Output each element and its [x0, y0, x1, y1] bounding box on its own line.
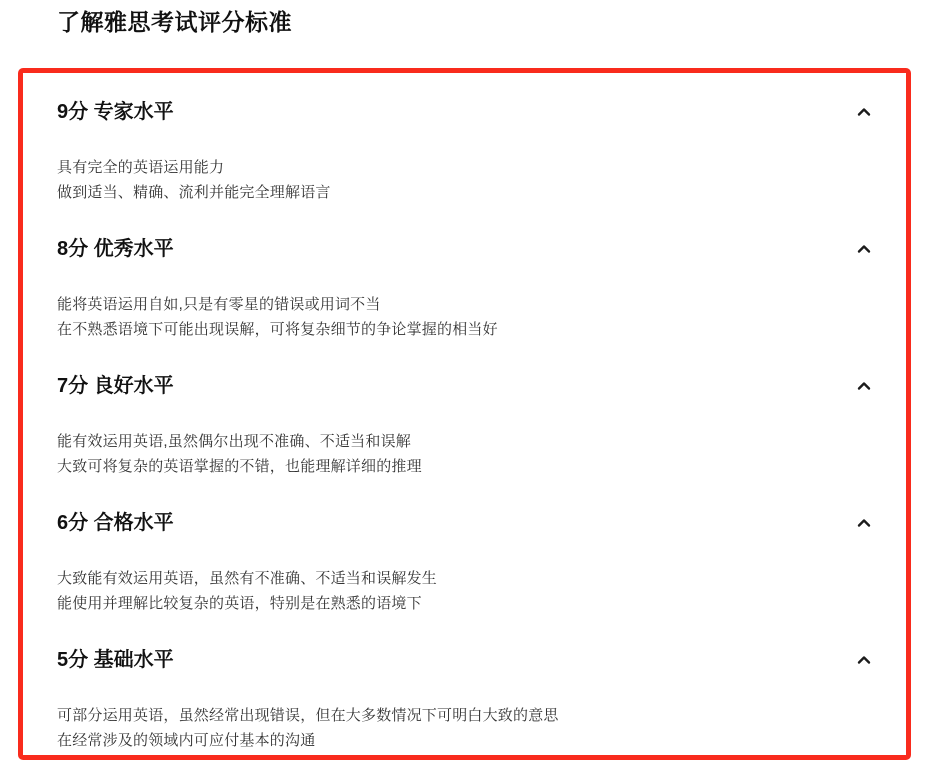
accordion-header-8[interactable] [57, 237, 872, 261]
section-description [57, 155, 872, 205]
section-description [57, 292, 872, 342]
section-title: 9分 专家水平 [57, 101, 174, 123]
chevron-up-icon[interactable] [856, 652, 872, 668]
accordion-section-7 [57, 374, 872, 479]
description-line: 做到适当、精确、流利并能完全理解语言 [57, 184, 331, 201]
accordion-section-8 [57, 237, 872, 342]
description-line: 大致能有效运用英语，虽然有不准确、不适当和误解发生 [57, 570, 438, 587]
chevron-up-icon[interactable] [856, 104, 872, 120]
section-title: 8分 优秀水平 [57, 238, 174, 260]
accordion-section-5 [57, 648, 872, 753]
section-title: 6分 合格水平 [57, 512, 174, 534]
section-description [57, 429, 872, 479]
accordion-header-6[interactable] [57, 511, 872, 535]
description-line: 能有效运用英语,虽然偶尔出现不准确、不适当和误解 [57, 433, 411, 450]
description-line: 能将英语运用自如,只是有零星的错误或用词不当 [57, 296, 381, 313]
section-title: 5分 基础水平 [57, 649, 174, 671]
score-criteria-accordion [18, 68, 911, 760]
description-line: 可部分运用英语，虽然经常出现错误，但在大多数情况下可明白大致的意思 [57, 707, 559, 724]
section-description [57, 566, 872, 616]
accordion-header-7[interactable] [57, 374, 872, 398]
accordion-section-6 [57, 511, 872, 616]
section-title: 7分 良好水平 [57, 375, 174, 397]
chevron-up-icon[interactable] [856, 378, 872, 394]
accordion-header-9[interactable] [57, 100, 872, 124]
chevron-up-icon[interactable] [856, 241, 872, 257]
description-line: 具有完全的英语运用能力 [57, 159, 225, 176]
accordion-section-9 [57, 100, 872, 205]
accordion-header-5[interactable] [57, 648, 872, 672]
chevron-up-icon[interactable] [856, 515, 872, 531]
section-description [57, 703, 872, 753]
description-line: 大致可将复杂的英语掌握的不错，也能理解详细的推理 [57, 458, 422, 475]
description-line: 能使用并理解比较复杂的英语，特别是在熟悉的语境下 [57, 595, 422, 612]
description-line: 在不熟悉语境下可能出现误解，可将复杂细节的争论掌握的相当好 [57, 321, 498, 338]
page-title: 了解雅思考试评分标准 [57, 9, 292, 35]
description-line: 在经常涉及的领域内可应付基本的沟通 [57, 732, 316, 749]
